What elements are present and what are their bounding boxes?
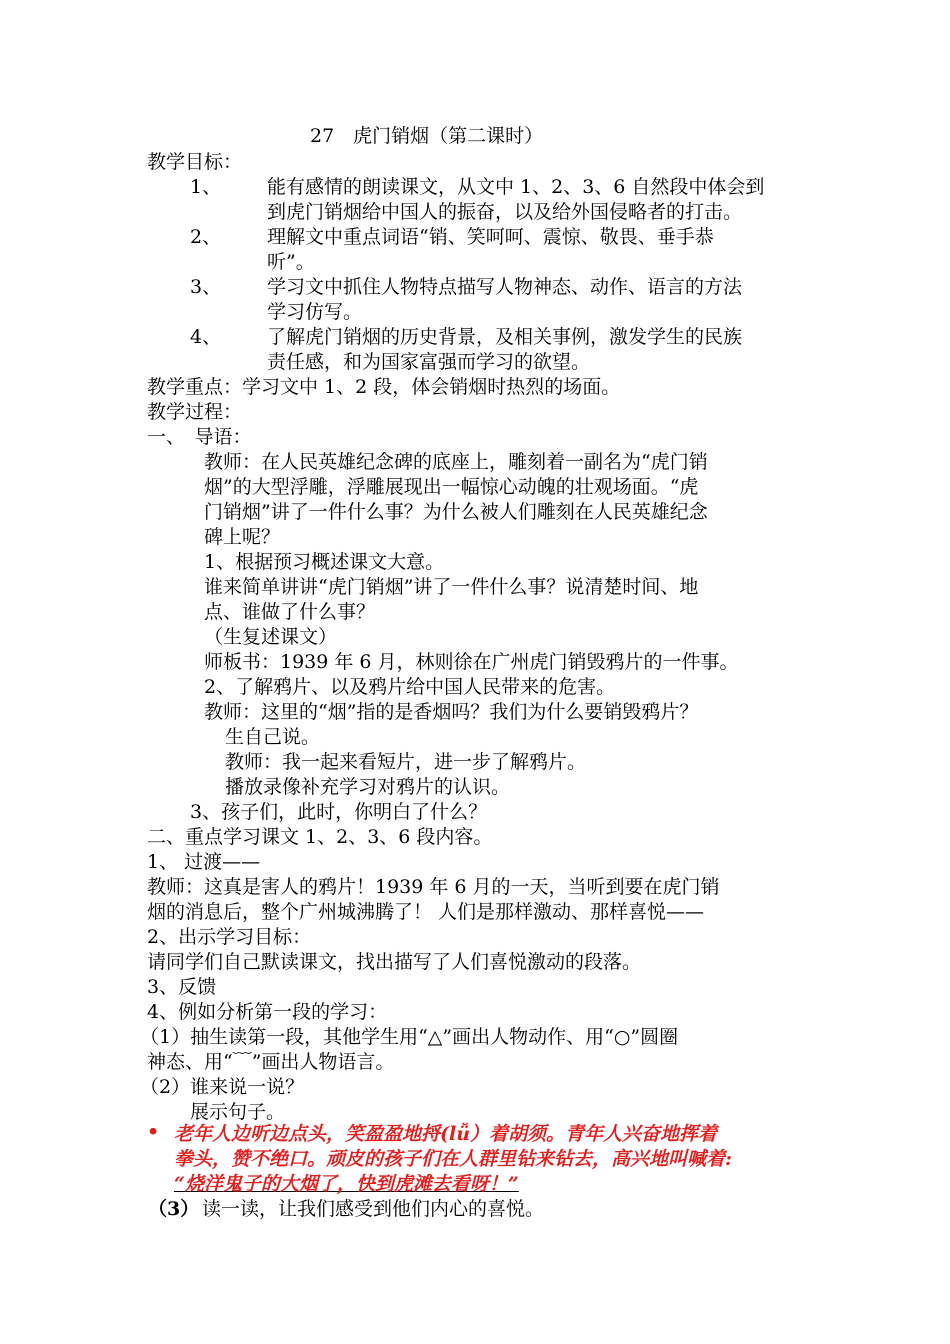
s2-teacher-line: 教师：这真是害人的鸦片！1939 年 6 月的一天，当听到要在虎门销 <box>147 876 720 898</box>
s1-indented-line: 教师：我一起来看短片，进一步了解鸦片。 <box>225 751 587 773</box>
s1-line: 点、谁做了什么事？ <box>204 601 376 623</box>
goal-1-line-2: 到虎门销烟给中国人的振奋，以及给外国侵略者的打击。 <box>267 201 743 223</box>
s2-item-2: 2、出示学习目标： <box>147 926 312 948</box>
lesson-title: 27 虎门销烟（第二课时） <box>310 125 544 147</box>
show-sentence-label: 展示句子。 <box>190 1101 286 1123</box>
s2-item-3: 3、反馈 <box>147 976 217 998</box>
s1-line: 师板书：1939 年 6 月，林则徐在广州虎门销毁鸦片的一件事。 <box>204 651 739 673</box>
goal-2-number: 2、 <box>190 226 222 248</box>
teaching-focus: 教学重点：学习文中 1、2 段，体会销烟时热烈的场面。 <box>147 376 621 398</box>
s1-line: 2、了解鸦片、以及鸦片给中国人民带来的危害。 <box>204 676 616 698</box>
s1-line: 谁来简单讲讲“虎门销烟”讲了一件什么事？说清楚时间、地 <box>204 576 699 598</box>
s1-line: 烟”的大型浮雕，浮雕展现出一幅惊心动魄的壮观场面。“虎 <box>204 476 699 498</box>
s2-item-4-2: （2）谁来说一说？ <box>140 1076 305 1098</box>
s2-teacher-line: 烟的消息后，整个广州城沸腾了！ 人们是那样激动、那样喜悦—— <box>147 901 705 923</box>
goal-3-number: 3、 <box>190 276 222 298</box>
s2-item-4-3-number: （3） <box>148 1198 200 1220</box>
s1-indented-line: 生自己说。 <box>225 726 321 748</box>
s1-line: 门销烟”讲了一件什么事？为什么被人们雕刻在人民英雄纪念 <box>204 501 708 523</box>
goal-3-line-2: 学习仿写。 <box>267 301 363 323</box>
quote-line: 拳头，赞不绝口。顽皮的孩子们在人群里钻来钻去，高兴地叫喊着: <box>174 1148 733 1170</box>
bullet-icon: • <box>147 1121 160 1143</box>
goal-4-line-2: 责任感，和为国家富强而学习的欲望。 <box>267 351 591 373</box>
s1-line: 1、根据预习概述课文大意。 <box>204 551 445 573</box>
s2-item-4-1-line: （1）抽生读第一段，其他学生用“△”画出人物动作、用“○”圆圈 <box>140 1026 679 1048</box>
s2-item-4-1-line: 神态、用“﹋”画出人物语言。 <box>147 1051 395 1073</box>
section-1-heading: 一、 导语： <box>147 426 252 448</box>
process-heading: 教学过程： <box>147 401 243 423</box>
s1-line: （生复述课文） <box>204 626 338 648</box>
s2-item-4: 4、例如分析第一段的学习： <box>147 1001 388 1023</box>
goal-2-line-1: 理解文中重点词语“销、笑呵呵、震惊、敬畏、垂手恭 <box>267 226 714 248</box>
quote-line: 老年人边听边点头，笑盈盈地捋(lǚ）着胡须。青年人兴奋地挥着 <box>174 1123 718 1145</box>
goal-2-line-2: 听”。 <box>267 251 315 273</box>
s1-indented-line: 播放录像补充学习对鸦片的认识。 <box>225 776 511 798</box>
goal-1-number: 1、 <box>190 176 222 198</box>
s1-line: 碑上呢？ <box>204 526 281 548</box>
goal-4-line-1: 了解虎门销烟的历史背景，及相关事例，激发学生的民族 <box>267 326 743 348</box>
s1-question-3: 3、孩子们，此时，你明白了什么？ <box>190 801 488 823</box>
s2-item-2-text: 请同学们自己默读课文，找出描写了人们喜悦激动的段落。 <box>147 951 642 973</box>
goal-1-line-1: 能有感情的朗读课文，从文中 1、2、3、6 自然段中体会到 <box>267 176 765 198</box>
quote-line-underlined: “烧洋鬼子的大烟了，快到虎滩去看呀！” <box>174 1173 519 1195</box>
s1-line: 教师：这里的“烟”指的是香烟吗？我们为什么要销毁鸦片？ <box>204 701 699 723</box>
s1-line: 教师：在人民英雄纪念碑的底座上，雕刻着一副名为“虎门销 <box>204 451 708 473</box>
section-2-heading: 二、重点学习课文 1、2、3、6 段内容。 <box>147 826 493 848</box>
s2-item-1: 1、 过渡—— <box>147 851 261 873</box>
s2-item-4-3-text: 读一读，让我们感受到他们内心的喜悦。 <box>202 1198 545 1220</box>
goal-4-number: 4、 <box>190 326 222 348</box>
goal-3-line-1: 学习文中抓住人物特点描写人物神态、动作、语言的方法 <box>267 276 743 298</box>
goals-heading: 教学目标： <box>147 151 243 173</box>
